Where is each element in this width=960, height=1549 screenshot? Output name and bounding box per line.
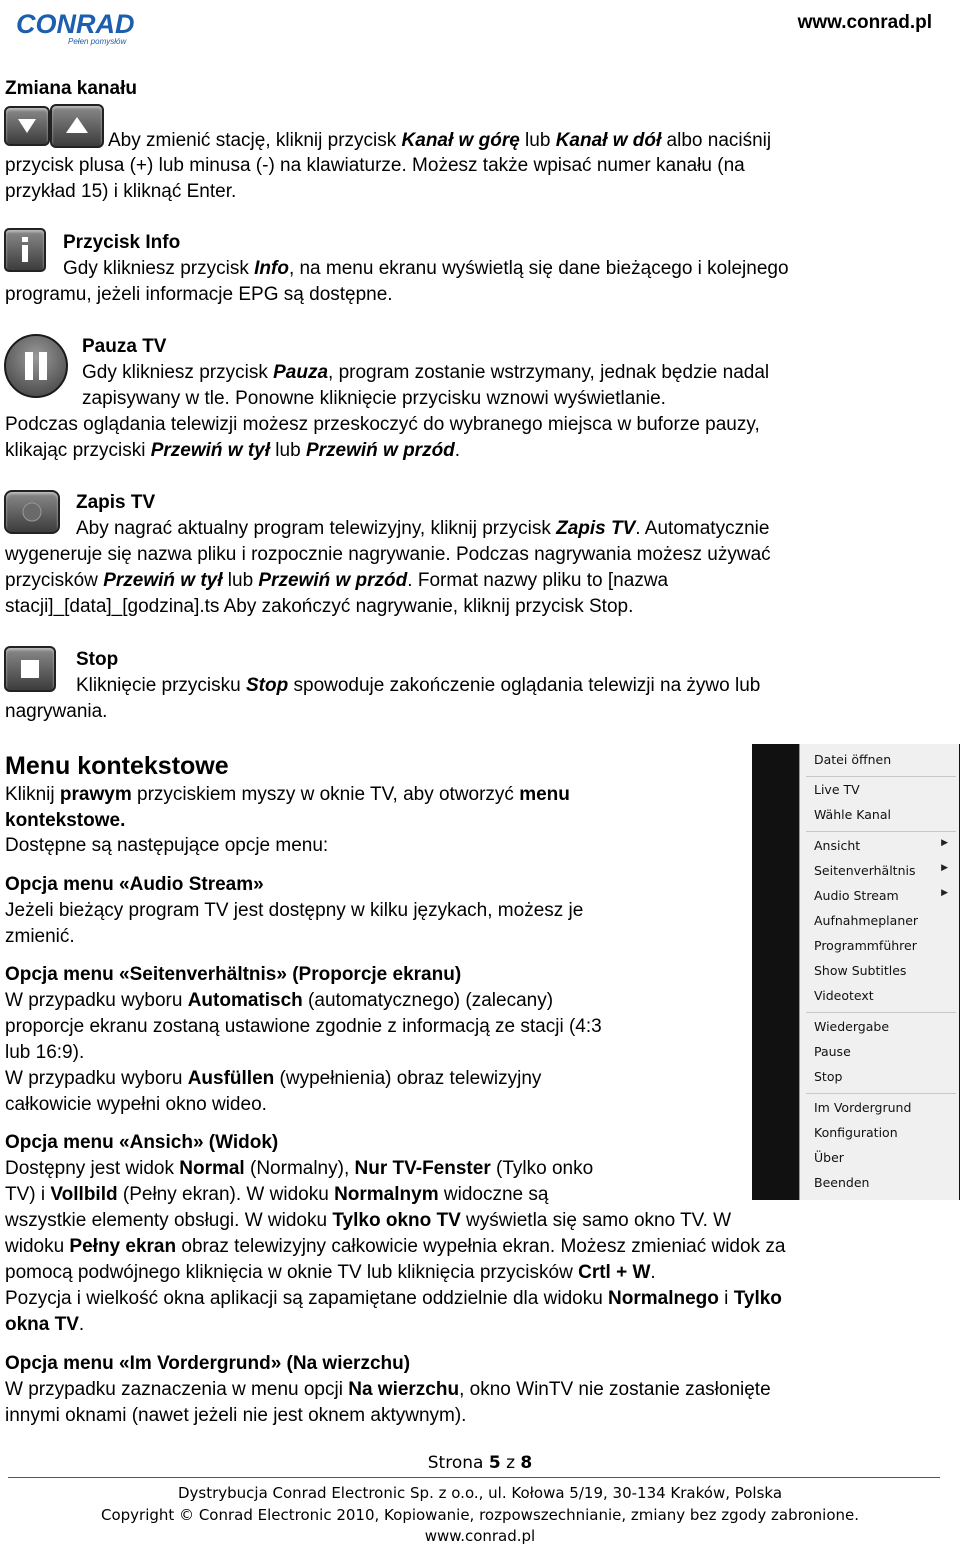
record-text-2: wygeneruje się nazwa pliku i rozpocznie nagrywanie. Podczas nagrywania możesz używać <box>5 544 771 565</box>
menu-separator <box>806 1012 956 1013</box>
channel-text-1: Aby zmienić stację, kliknij przycisk Kanał w górę lub Kanał w dół albo naciśnij <box>108 130 772 151</box>
pause-text-3: Podczas oglądania telewizji możesz przeskoczyć do wybranego miejsca w buforze pauzy, <box>5 414 760 435</box>
stop-icon <box>4 646 56 692</box>
footer-divider <box>8 1477 940 1478</box>
logo-wordmark: CONRAD <box>16 9 135 39</box>
menu-separator <box>806 1093 956 1094</box>
aspect-text-5: całkowicie wypełni okno wideo. <box>5 1094 267 1115</box>
menu-item-ueber[interactable]: Über <box>814 1150 844 1165</box>
channel-heading: Zmiana kanału <box>5 78 137 99</box>
stop-heading: Stop <box>76 649 119 670</box>
menu-separator <box>806 776 956 777</box>
menu-item-show-subtitles[interactable]: Show Subtitles <box>814 963 907 978</box>
menu-separator <box>806 831 956 832</box>
view-heading: Opcja menu «Ansich» (Widok) <box>5 1132 279 1153</box>
aspect-text-4: W przypadku wyboru Ausfüllen (wypełnienia) obraz telewizyjny <box>5 1068 542 1089</box>
menu-item-videotext[interactable]: Videotext <box>814 988 874 1003</box>
aspect-heading: Opcja menu «Seitenverhältnis» (Proporcje ekranu) <box>5 964 462 985</box>
menu-item-konfiguration[interactable]: Konfiguration <box>814 1125 898 1140</box>
audio-text-1: Jeżeli bieżący program TV jest dostępny w kilku językach, możesz je <box>5 900 584 921</box>
view-text-5: pomocą podwójnego kliknięcia w oknie TV lub kliknięcia przycisków Crtl + W. <box>5 1262 656 1283</box>
aspect-text-2: proporcje ekranu zostaną ustawione zgodnie z informacją ze stacji (4:3 <box>5 1016 602 1037</box>
pause-text-2: zapisywany w tle. Ponowne kliknięcie przycisku wznowi wyświetlanie. <box>82 388 666 409</box>
context-menu-text-2: kontekstowe. <box>5 810 126 831</box>
submenu-arrow-icon: ▶ <box>941 888 948 898</box>
view-text-2: TV) i Vollbild (Pełny ekran). W widoku Normalnym widoczne są <box>5 1184 549 1205</box>
pause-heading: Pauza TV <box>82 336 167 357</box>
stop-text-1: Kliknięcie przycisku Stop spowoduje zakończenie oglądania telewizji na żywo lub <box>76 675 761 696</box>
footer-url[interactable]: www.conrad.pl <box>424 1527 536 1545</box>
page-number: Strona 5 z 8 <box>427 1453 533 1473</box>
menu-item-live-tv[interactable]: Live TV <box>814 782 860 797</box>
context-menu-screenshot <box>752 744 960 1200</box>
channel-text-3: przykład 15) i kliknąć Enter. <box>5 181 237 202</box>
menu-item-im-vordergrund[interactable]: Im Vordergrund <box>814 1100 912 1115</box>
pause-text-4: klikając przyciski Przewiń w tył lub Przewiń w przód. <box>5 440 461 461</box>
info-text-2: programu, jeżeli informacje EPG są dostępne. <box>5 284 393 305</box>
pause-text-1: Gdy klikniesz przycisk Pauza, program zostanie wstrzymany, jednak będzie nadal <box>82 362 770 383</box>
foreground-text-1: W przypadku zaznaczenia w menu opcji Na wierzchu, okno WinTV nie zostanie zasłonięte <box>5 1379 771 1400</box>
submenu-arrow-icon: ▶ <box>941 838 948 848</box>
footer-distribution: Dystrybucja Conrad Electronic Sp. z o.o., ul. Kołowa 5/19, 30-134 Kraków, Polska <box>177 1484 783 1502</box>
view-text-7: okna TV. <box>5 1314 85 1335</box>
aspect-text-1: W przypadku wyboru Automatisch (automatycznego) (zalecany) <box>5 990 554 1011</box>
view-text-4: widoku Pełny ekran obraz telewizyjny całkowicie wypełnia ekran. Możesz zmieniać widok za <box>5 1236 786 1257</box>
stop-text-2: nagrywania. <box>5 701 108 722</box>
menu-item-seitenverhaeltnis[interactable]: Seitenverhältnis ▶ <box>814 863 948 878</box>
record-heading: Zapis TV <box>76 492 156 513</box>
channel-down-icon <box>4 106 50 146</box>
menu-item-aufnahmeplaner[interactable]: Aufnahmeplaner <box>814 913 919 928</box>
menu-item-stop[interactable]: Stop <box>814 1069 843 1084</box>
channel-up-icon <box>50 104 104 148</box>
menu-item-pause[interactable]: Pause <box>814 1044 851 1059</box>
channel-buttons <box>4 104 104 148</box>
view-text-6: Pozycja i wielkość okna aplikacji są zapamiętane oddzielnie dla widoku Normalnego i Tylko <box>5 1288 782 1309</box>
record-text-3: przycisków Przewiń w tył lub Przewiń w przód. Format nazwy pliku to [nazwa <box>5 570 669 591</box>
menu-item-programmfuehrer[interactable]: Programmführer <box>814 938 917 953</box>
info-heading: Przycisk Info <box>63 232 181 253</box>
view-text-3: wszystkie elementy obsługi. W widoku Tylko okno TV wyświetla się samo okno TV. W <box>5 1210 732 1231</box>
audio-heading: Opcja menu «Audio Stream» <box>5 874 264 895</box>
conrad-logo <box>14 8 138 48</box>
context-menu-panel <box>799 744 959 1200</box>
record-text-1: Aby nagrać aktualny program telewizyjny, kliknij przycisk Zapis TV. Automatycznie <box>76 518 770 539</box>
submenu-arrow-icon: ▶ <box>941 863 948 873</box>
aspect-text-3: lub 16:9). <box>5 1042 85 1063</box>
menu-item-datei-oeffnen[interactable]: Datei öffnen <box>814 752 892 767</box>
record-icon <box>4 490 60 534</box>
channel-text-2: przycisk plusa (+) lub minusa (-) na klawiaturze. Możesz także wpisać numer kanału (na <box>5 155 745 176</box>
info-icon <box>4 228 46 272</box>
pause-icon <box>4 334 68 398</box>
footer-copyright: Copyright © Conrad Electronic 2010, Kopiowanie, rozpowszechnianie, zmiany bez zgody zabronione. <box>101 1506 859 1524</box>
logo-tagline: Pełen pomysłów <box>68 37 127 46</box>
audio-text-2: zmienić. <box>5 926 75 947</box>
context-menu-text-1: Kliknij prawym przyciskiem myszy w oknie TV, aby otworzyć menu <box>5 784 570 805</box>
view-text-1: Dostępny jest widok Normal (Normalny), Nur TV-Fenster (Tylko onko <box>5 1158 594 1179</box>
foreground-heading: Opcja menu «Im Vordergrund» (Na wierzchu) <box>5 1353 411 1374</box>
foreground-text-2: innymi oknami (nawet jeżeli nie jest oknem aktywnym). <box>5 1405 467 1426</box>
menu-item-wiedergabe[interactable]: Wiedergabe <box>814 1019 890 1034</box>
site-url[interactable]: www.conrad.pl <box>797 12 932 33</box>
menu-item-beenden[interactable]: Beenden <box>814 1175 870 1190</box>
info-text-1: Gdy klikniesz przycisk Info, na menu ekranu wyświetlą się dane bieżącego i kolejnego <box>63 258 789 279</box>
menu-item-waehle-kanal[interactable]: Wähle Kanal <box>814 807 891 822</box>
context-menu-heading: Menu kontekstowe <box>5 752 229 780</box>
menu-item-ansicht[interactable]: Ansicht ▶ <box>814 838 948 853</box>
record-text-4: stacji]_[data]_[godzina].ts Aby zakończyć nagrywanie, kliknij przycisk Stop. <box>5 596 634 617</box>
context-menu-text-3: Dostępne są następujące opcje menu: <box>5 835 329 856</box>
menu-item-audio-stream[interactable]: Audio Stream ▶ <box>814 888 948 903</box>
